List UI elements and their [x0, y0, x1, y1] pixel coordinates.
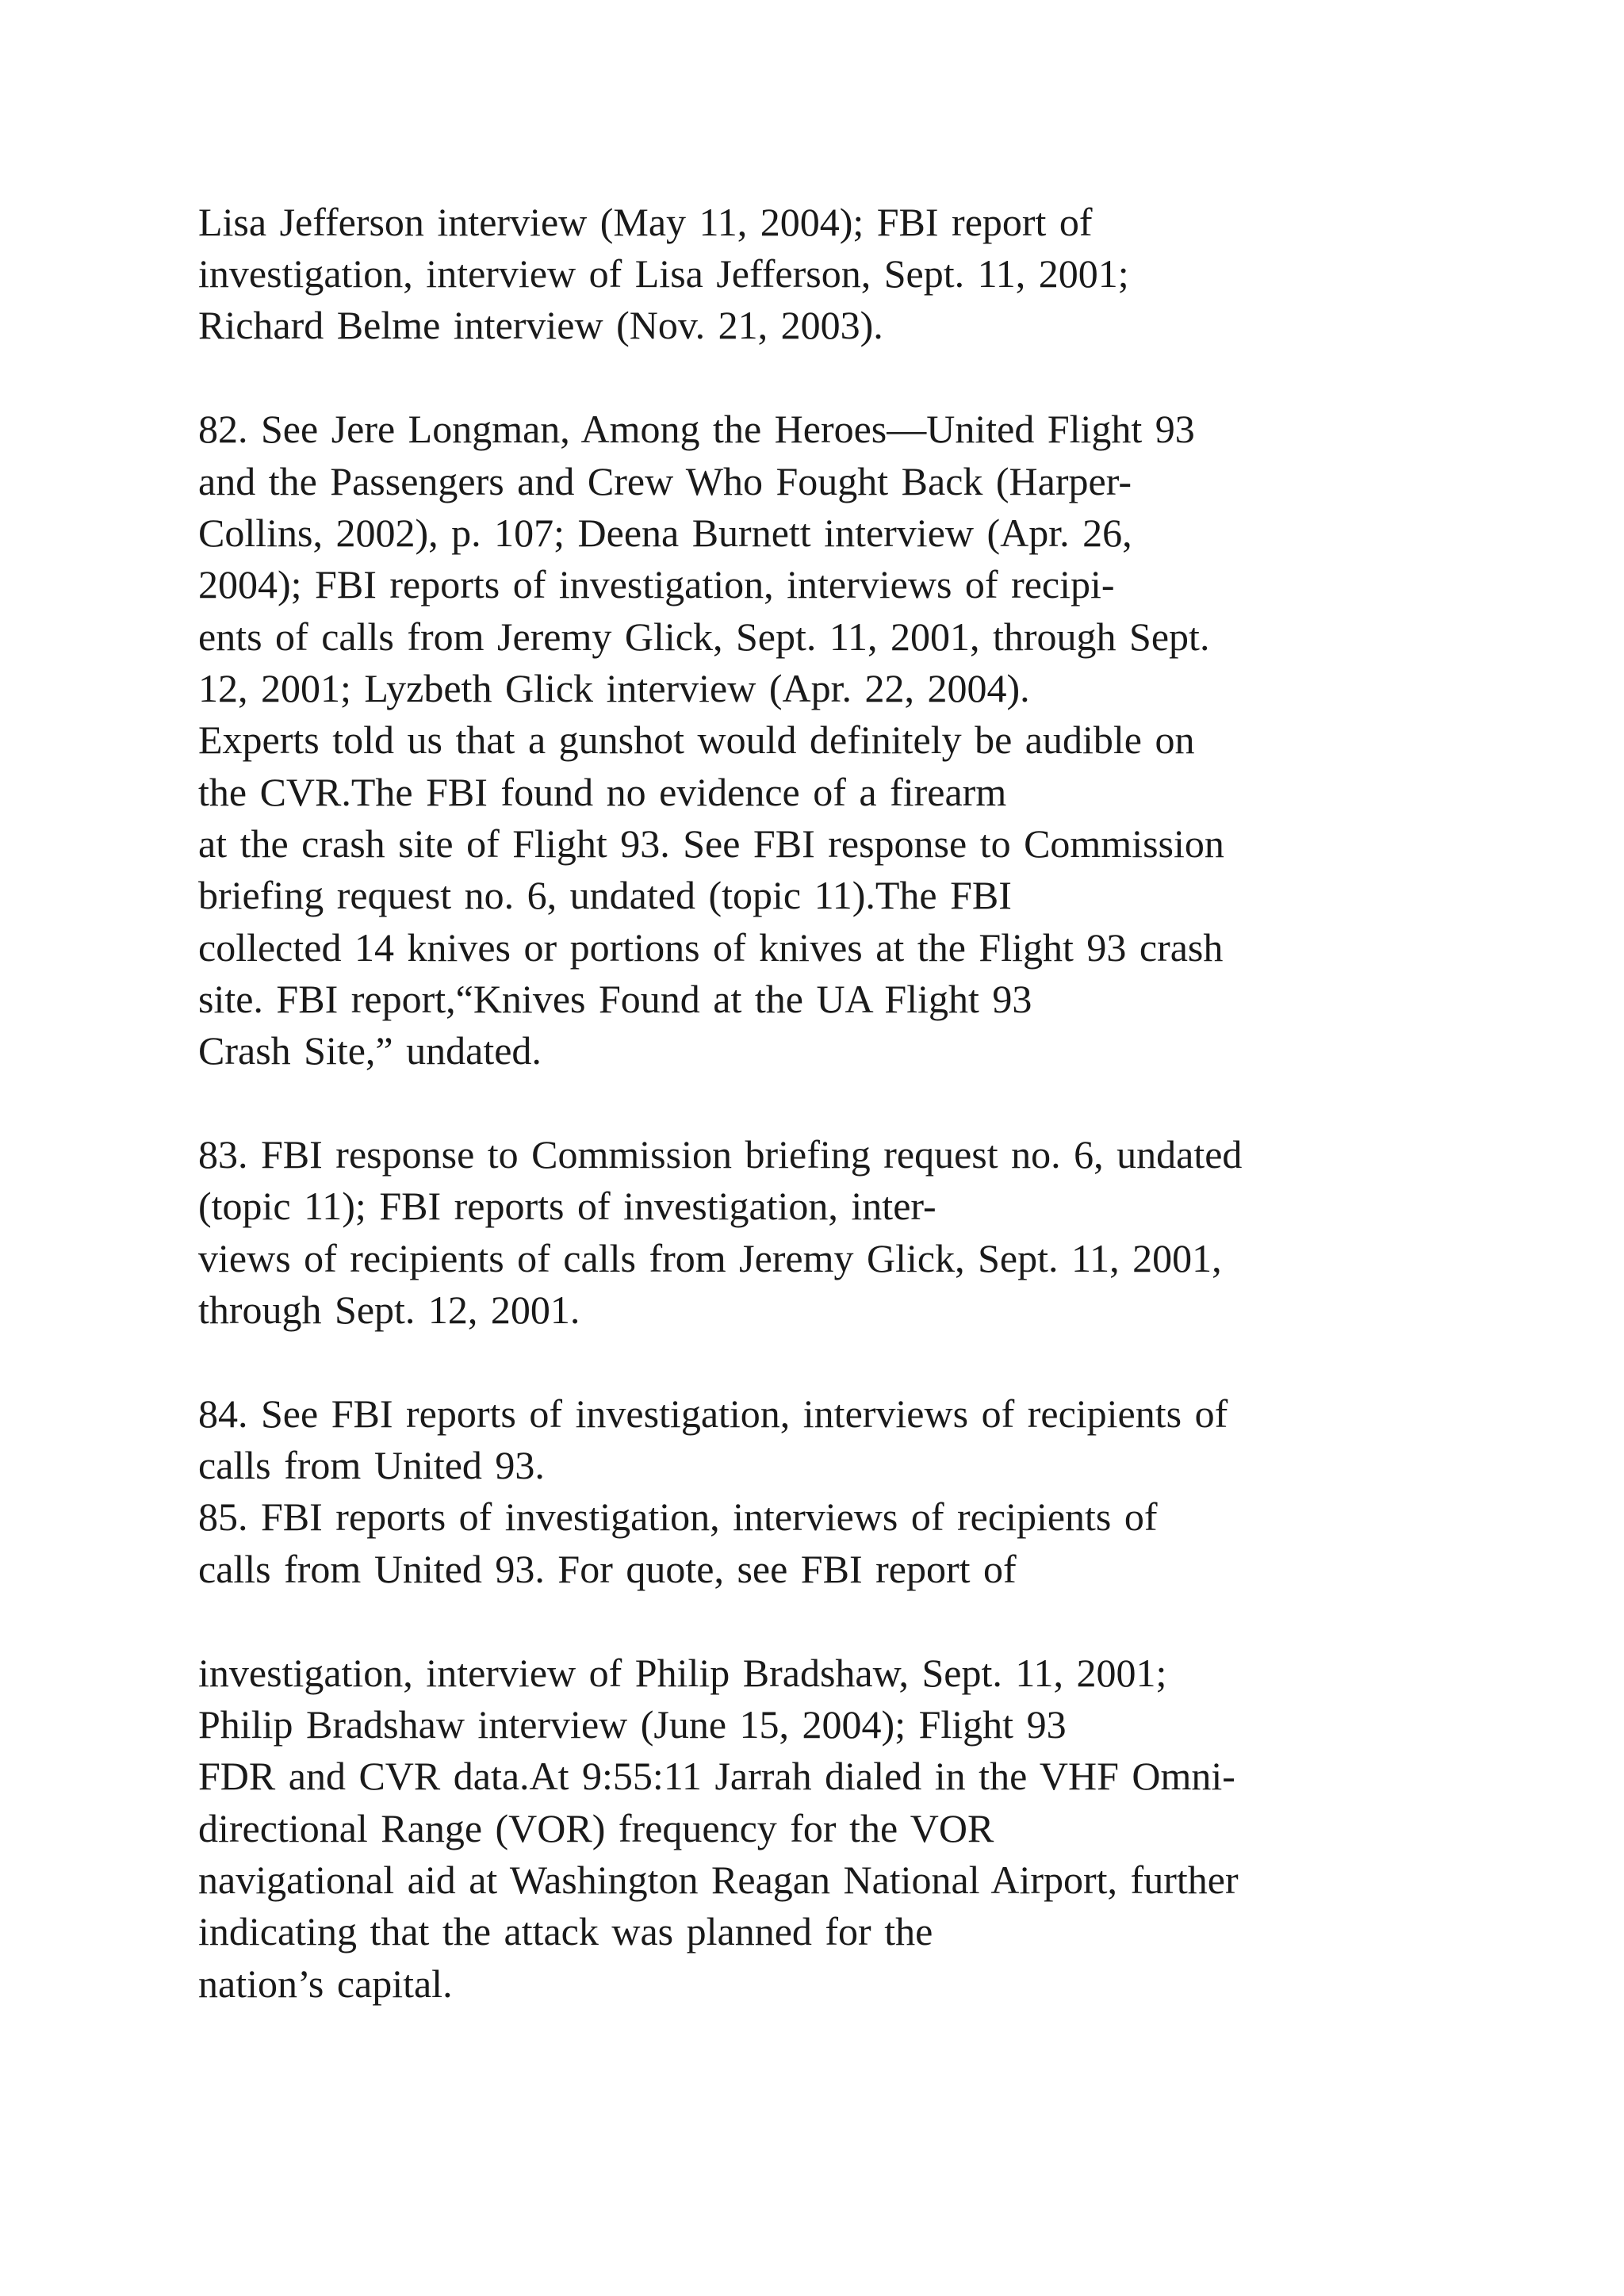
text-line: briefing request no. 6, undated (topic 11).The FBI: [198, 873, 1012, 917]
text-line: and the Passengers and Crew Who Fought Back (Harper-: [198, 459, 1132, 503]
text-line: navigational aid at Washington Reagan National Airport, further: [198, 1858, 1239, 1902]
text-line: indicating that the attack was planned for the: [198, 1909, 933, 1954]
text-line: Philip Bradshaw interview (June 15, 2004); Flight 93: [198, 1702, 1067, 1747]
text-line: ents of calls from Jeremy Glick, Sept. 11, 2001, through Sept.: [198, 614, 1210, 659]
text-line: the CVR.The FBI found no evidence of a firearm: [198, 770, 1007, 814]
text-line: Crash Site,” undated.: [198, 1028, 542, 1073]
text-line: investigation, interview of Philip Bradshaw, Sept. 11, 2001;: [198, 1651, 1167, 1695]
text-line: nation’s capital.: [198, 1961, 453, 2006]
text-line: Experts told us that a gunshot would definitely be audible on: [198, 718, 1195, 762]
text-line: 82. See Jere Longman, Among the Heroes—United Flight 93: [198, 407, 1195, 451]
text-line: investigation, interview of Lisa Jefferson, Sept. 11, 2001;: [198, 251, 1129, 296]
text-line: 2004); FBI reports of investigation, interviews of recipi-: [198, 562, 1115, 607]
text-line: site. FBI report,“Knives Found at the UA Flight 93: [198, 977, 1032, 1021]
text-line: (topic 11); FBI reports of investigation, inter-: [198, 1184, 936, 1228]
text-line: views of recipients of calls from Jeremy Glick, Sept. 11, 2001,: [198, 1236, 1222, 1280]
text-line: 84. See FBI reports of investigation, interviews of recipients of: [198, 1391, 1228, 1436]
text-line: 12, 2001; Lyzbeth Glick interview (Apr. 22, 2004).: [198, 666, 1030, 710]
text-line: Collins, 2002), p. 107; Deena Burnett interview (Apr. 26,: [198, 511, 1132, 555]
text-line: FDR and CVR data.At 9:55:11 Jarrah dialed in the VHF Omni-: [198, 1754, 1235, 1798]
text-line: Richard Belme interview (Nov. 21, 2003).: [198, 303, 883, 347]
text-line: calls from United 93. For quote, see FBI report of: [198, 1547, 1017, 1591]
text-line: Lisa Jefferson interview (May 11, 2004); FBI report of: [198, 200, 1093, 244]
text-line: through Sept. 12, 2001.: [198, 1288, 580, 1332]
text-line: directional Range (VOR) frequency for the VOR: [198, 1806, 994, 1850]
text-line: 85. FBI reports of investigation, interviews of recipients of: [198, 1494, 1158, 1539]
text-line: 83. FBI response to Commission briefing request no. 6, undated: [198, 1132, 1243, 1177]
text-line: collected 14 knives or portions of knives at the Flight 93 crash: [198, 925, 1224, 970]
text-line: at the crash site of Flight 93. See FBI response to Commission: [198, 821, 1224, 866]
text-line: calls from United 93.: [198, 1443, 545, 1487]
